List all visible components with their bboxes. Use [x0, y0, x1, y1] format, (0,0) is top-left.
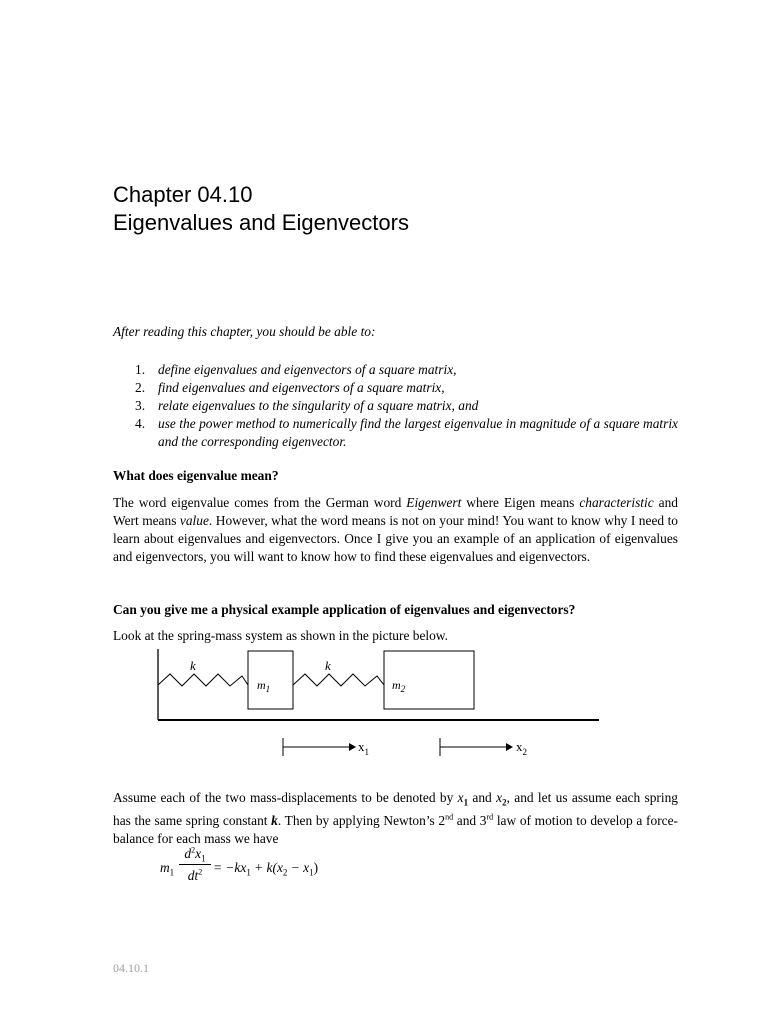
disp-1-label: $x_1$ — [358, 739, 369, 757]
objective-text: find eigenvalues and eigenvectors of a square matrix, — [158, 380, 445, 395]
var-x2: x — [496, 790, 503, 805]
disp-1-arrowhead — [349, 743, 356, 751]
spring-2 — [293, 674, 384, 686]
eq-denominator: $dt^2$ — [187, 867, 203, 883]
var-k: k — [271, 812, 278, 828]
eq-rhs: = $-kx_1 + k(x_2 - x_1)$ — [213, 860, 319, 878]
objectives-intro: After reading this chapter, you should be able to: — [113, 324, 376, 339]
section-heading-physical-example: Can you give me a physical example application of eigenvalues and eigenvectors? — [113, 602, 576, 617]
superscript-nd: nd — [445, 812, 454, 822]
section-heading-eigenvalue-meaning: What does eigenvalue mean? — [113, 468, 279, 483]
mass-1-box — [248, 651, 293, 709]
page-number: 04.10.1 — [113, 961, 149, 975]
objective-text: relate eigenvalues to the singularity of a square matrix, and — [158, 398, 479, 413]
force-balance-equation — [160, 846, 380, 896]
text-run: The word eigenvalue comes from the German word — [113, 495, 407, 510]
eigenvalue-meaning-paragraph — [113, 494, 678, 566]
spring-1-label: k — [190, 658, 196, 673]
objective-number: 2. — [135, 380, 146, 395]
text-run: Assume each of the two mass-displacements to be denoted by — [113, 790, 458, 805]
objective-number: 1. — [135, 362, 146, 377]
spring-mass-lead: Look at the spring-mass system as shown in the picture below. — [113, 628, 448, 643]
chapter-title — [113, 181, 409, 237]
objective-text: define eigenvalues and eigenvectors of a square matrix, — [158, 362, 457, 377]
disp-2-label: $x_2$ — [516, 739, 527, 757]
var-x1-sub: 1 — [463, 797, 469, 808]
eq-numerator: $d^2x_1$ — [184, 845, 206, 864]
mass-1-label: $m_1$ — [257, 678, 271, 694]
spring-2-label: k — [325, 658, 331, 673]
eq-fraction-bar — [179, 864, 211, 865]
objective-item — [113, 361, 678, 379]
var-x2-sub: 2 — [502, 797, 507, 808]
emphasis-characteristic: characteristic — [579, 495, 654, 510]
objectives-list — [113, 361, 678, 451]
text-run: and Wert means — [113, 495, 678, 528]
objective-item — [113, 397, 678, 415]
spring-mass-figure — [150, 645, 610, 770]
text-run: and 3 — [453, 812, 487, 828]
objective-item — [113, 379, 678, 397]
text-run: and — [468, 790, 497, 805]
text-run: , and let us assume each spring has the same spring constant — [113, 790, 679, 828]
spring-1 — [158, 674, 248, 686]
emphasis-value: value — [179, 513, 209, 528]
chapter-name: Eigenvalues and Eigenvectors — [113, 210, 409, 235]
text-run: . However, what the word means is not on your mind! You want to know why I need to learn about eigenvalues and eigenvectors. Once I give you an example of an application of eigenvalues and eigenvectors, you will want to know how to find these eigenvalues and eigenvectors. — [113, 513, 679, 564]
objective-text: use the power method to numerically find the largest eigenvalue in magnitude of a square matrix and the corresponding eigenvector. — [158, 416, 678, 449]
objective-number: 4. — [135, 416, 146, 431]
superscript-rd: rd — [486, 812, 494, 822]
objective-item — [113, 415, 678, 451]
disp-2-arrowhead — [506, 743, 513, 751]
text-run: where Eigen means — [461, 495, 580, 510]
displacement-paragraph — [113, 789, 678, 848]
text-run: law of motion to develop a force-balance for each mass we have — [113, 812, 678, 846]
objective-number: 3. — [135, 398, 146, 413]
emphasis-eigenwert: Eigenwert — [406, 495, 462, 510]
chapter-number: Chapter 04.10 — [113, 182, 253, 207]
mass-2-label: $m_2$ — [392, 678, 406, 694]
var-x1: x — [457, 790, 464, 805]
text-run: . Then by applying Newton’s 2 — [277, 812, 446, 828]
eq-mass: $m_1$ — [160, 860, 175, 878]
